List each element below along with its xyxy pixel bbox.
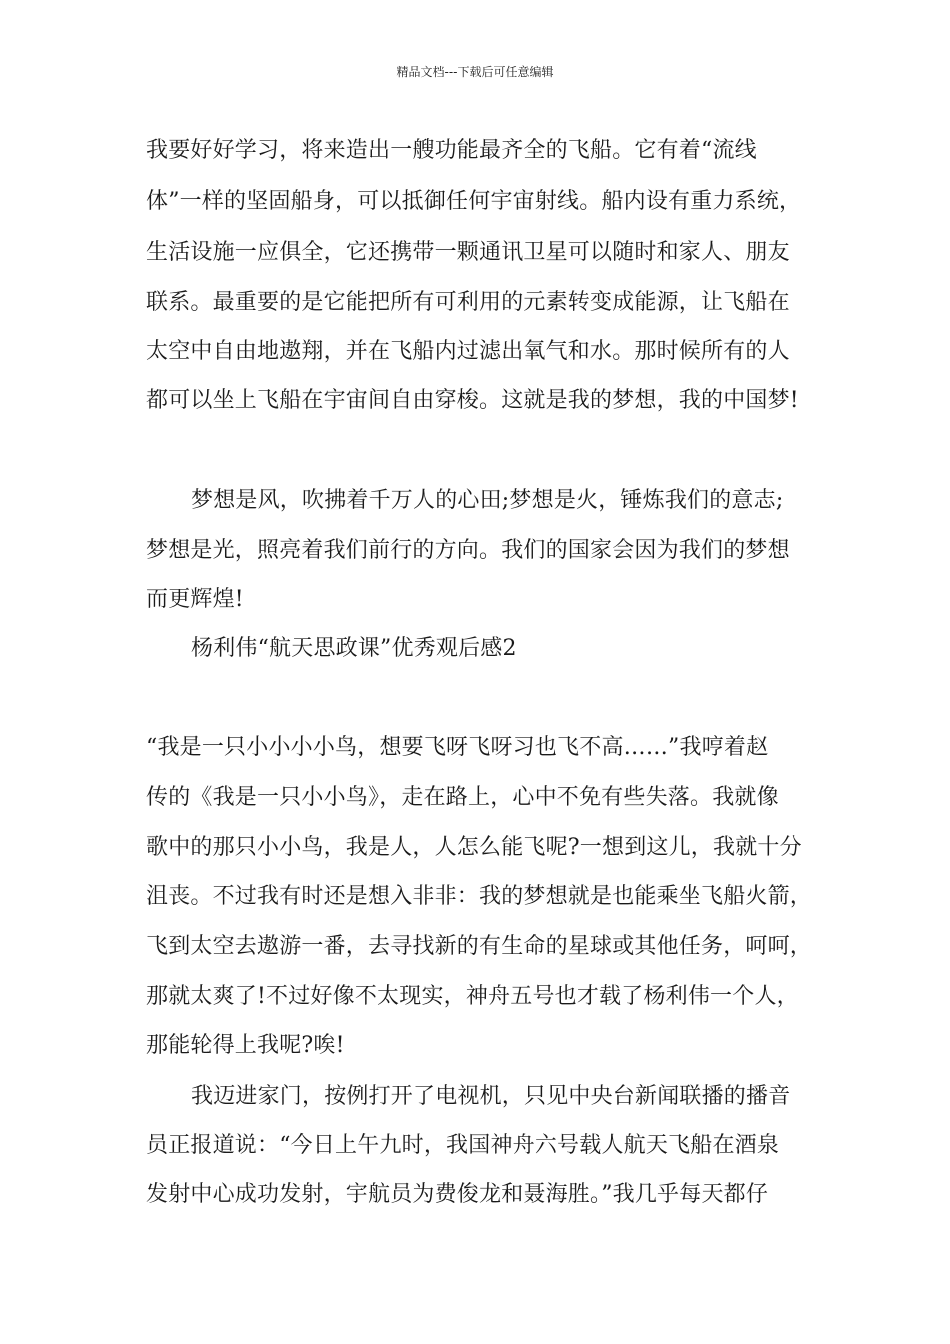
text-line-18: 员正报道说：“今日上午九时，我国神舟六号载人航天飞船在酒泉 [146, 1133, 780, 1158]
text-line-11: 传的《我是一只小小鸟》，走在路上，心中不免有些失落。我就像 [146, 785, 779, 810]
section-title: 杨利伟“航天思政课”优秀观后感2 [191, 636, 517, 661]
text-line-7: 梦想是风，吹拂着千万人的心田;梦想是火，锤炼我们的意志; [191, 488, 784, 513]
text-line-9: 而更辉煌! [146, 587, 244, 612]
text-line-1: 我要好好学习，将来造出一艘功能最齐全的飞船。它有着“流线 [146, 138, 757, 163]
text-line-16: 那能轮得上我呢?唉! [146, 1033, 345, 1058]
text-line-19: 发射中心成功发射，宇航员为费俊龙和聂海胜。”我几乎每天都仔 [146, 1182, 769, 1207]
text-line-3: 生活设施一应俱全，它还携带一颗通讯卫星可以随时和家人、朋友 [146, 240, 790, 265]
text-line-10: “我是一只小小小小鸟，想要飞呀飞呀习也飞不高……”我哼着赵 [146, 735, 769, 760]
text-line-15: 那就太爽了!不过好像不太现实，神舟五号也才载了杨利伟一个人， [146, 984, 799, 1009]
text-line-12: 歌中的那只小小鸟，我是人，人怎么能飞呢?一想到这儿，我就十分 [146, 835, 802, 860]
text-line-13: 沮丧。不过我有时还是想入非非：我的梦想就是也能乘坐飞船火箭， [146, 884, 813, 909]
text-line-2: 体”一样的坚固船身，可以抵御任何宇宙射线。船内设有重力系统， [146, 189, 802, 214]
text-line-4: 联系。最重要的是它能把所有可利用的元素转变成能源，让飞船在 [146, 290, 790, 315]
page-header: 精品文档---下载后可任意编辑 [396, 65, 554, 79]
text-line-8: 梦想是光，照亮着我们前行的方向。我们的国家会因为我们的梦想 [146, 538, 790, 563]
text-line-6: 都可以坐上飞船在宇宙间自由穿梭。这就是我的梦想，我的中国梦! [146, 388, 799, 413]
text-line-5: 太空中自由地遨翔，并在飞船内过滤出氧气和水。那时候所有的人 [146, 339, 790, 364]
text-line-17: 我迈进家门，按例打开了电视机，只见中央台新闻联播的播音 [191, 1084, 791, 1109]
text-line-14: 飞到太空去遨游一番，去寻找新的有生命的星球或其他任务，呵呵， [146, 934, 813, 959]
